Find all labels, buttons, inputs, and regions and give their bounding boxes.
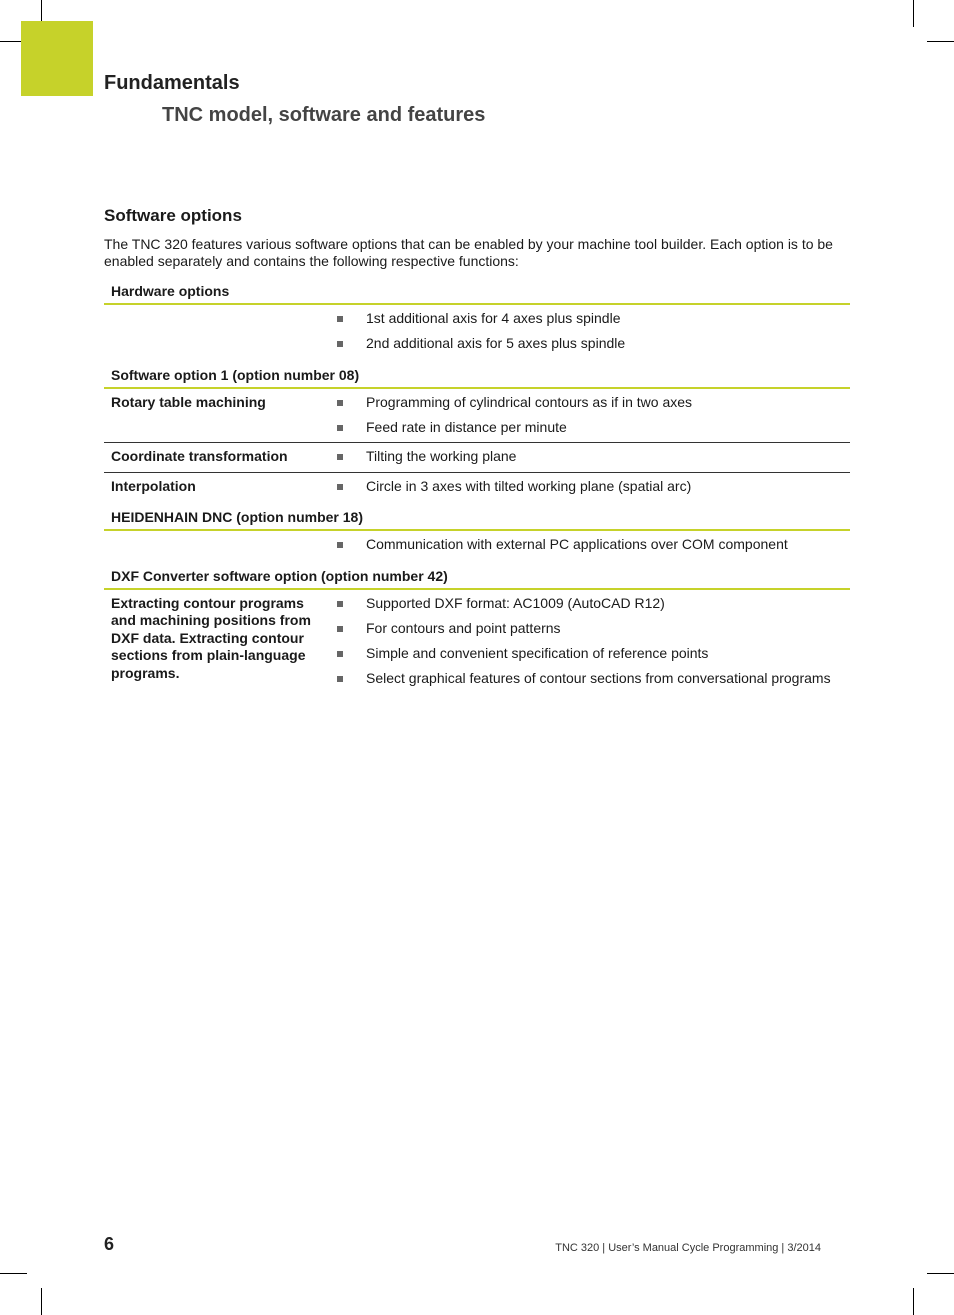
table-row <box>104 530 850 560</box>
chapter-color-block <box>21 21 93 96</box>
square-bullet-icon <box>337 425 343 431</box>
list-item-text: Tilting the working plane <box>366 448 517 464</box>
list-item <box>329 419 850 437</box>
option-group-header <box>104 560 850 589</box>
bullet-list <box>329 478 850 496</box>
list-item-text: Feed rate in distance per minute <box>366 418 567 435</box>
bullet-list <box>329 536 850 554</box>
square-bullet-icon <box>337 651 343 657</box>
footer-text: TNC 320 | User’s Manual Cycle Programming | 3/2014 <box>555 1242 821 1254</box>
crop-mark <box>913 0 914 27</box>
main-content <box>104 206 850 693</box>
crop-mark <box>927 1273 954 1274</box>
page-number: 6 <box>104 1234 115 1254</box>
feature-label: Coordinate transformation <box>104 443 329 473</box>
square-bullet-icon <box>337 484 343 490</box>
square-bullet-icon <box>337 626 343 632</box>
crop-mark <box>41 1288 42 1315</box>
option-group-title: DXF Converter software option (option number 42) <box>104 560 850 589</box>
square-bullet-icon <box>337 676 343 682</box>
crop-mark <box>913 1288 914 1315</box>
list-item <box>329 394 850 412</box>
feature-label: Interpolation <box>104 472 329 501</box>
list-item-text: Supported DXF format: AC1009 (AutoCAD R12) <box>366 594 665 611</box>
table-row <box>104 589 850 694</box>
list-item <box>329 595 850 613</box>
crop-mark <box>927 41 954 42</box>
table-row <box>104 304 850 359</box>
list-item <box>329 335 850 353</box>
table-row <box>104 388 850 443</box>
feature-items <box>329 472 850 501</box>
square-bullet-icon <box>337 454 343 460</box>
feature-items <box>329 304 850 359</box>
list-item <box>329 645 850 663</box>
option-group-title: Software option 1 (option number 08) <box>104 359 850 388</box>
option-group-title: Hardware options <box>104 280 850 304</box>
chapter-title: Fundamentals <box>104 72 240 94</box>
list-item-text: 2nd additional axis for 5 axes plus spindle <box>366 335 626 351</box>
list-item <box>329 670 850 688</box>
square-bullet-icon <box>337 542 343 548</box>
intro-paragraph: The TNC 320 features various software options that can be enabled by your machine tool builder. Each option is to be enabled separately and contains the following respective functions: <box>104 236 833 269</box>
subheading: Software options <box>104 206 242 225</box>
square-bullet-icon <box>337 341 343 347</box>
square-bullet-icon <box>337 316 343 322</box>
list-item-text: Communication with external PC applications over COM component <box>366 536 788 552</box>
feature-label: Rotary table machining <box>111 393 266 410</box>
bullet-list <box>329 394 850 437</box>
option-group-title: HEIDENHAIN DNC (option number 18) <box>104 501 850 530</box>
list-item <box>329 310 850 328</box>
crop-mark <box>0 1273 27 1274</box>
feature-label <box>104 530 329 560</box>
feature-items <box>329 589 850 694</box>
feature-items <box>329 388 850 443</box>
list-item-text: Circle in 3 axes with tilted working plane (spatial arc) <box>366 477 692 494</box>
square-bullet-icon <box>337 601 343 607</box>
bullet-list <box>329 448 850 466</box>
list-item <box>329 620 850 638</box>
feature-items <box>329 530 850 560</box>
section-title: TNC model, software and features <box>162 104 486 126</box>
feature-label: Extracting contour programs and machining positions from DXF data. Extracting contour sections from plain-language programs. <box>111 594 311 681</box>
table-row <box>104 472 850 501</box>
list-item <box>329 478 850 496</box>
table-row <box>104 443 850 473</box>
list-item-text: Programming of cylindrical contours as if in two axes <box>366 393 693 410</box>
list-item-text: For contours and point patterns <box>366 619 561 636</box>
software-options-table <box>104 280 850 693</box>
option-group-header <box>104 359 850 388</box>
feature-label <box>104 304 329 359</box>
list-item-text: Simple and convenient specification of reference points <box>366 644 709 661</box>
list-item <box>329 448 850 466</box>
bullet-list <box>329 310 850 353</box>
list-item-text: Select graphical features of contour sections from conversational programs <box>366 669 831 686</box>
list-item-text: 1st additional axis for 4 axes plus spindle <box>366 310 621 326</box>
bullet-list <box>329 595 850 688</box>
square-bullet-icon <box>337 400 343 406</box>
list-item <box>329 536 850 554</box>
option-group-header <box>104 501 850 530</box>
feature-items <box>329 443 850 473</box>
option-group-header <box>104 280 850 304</box>
